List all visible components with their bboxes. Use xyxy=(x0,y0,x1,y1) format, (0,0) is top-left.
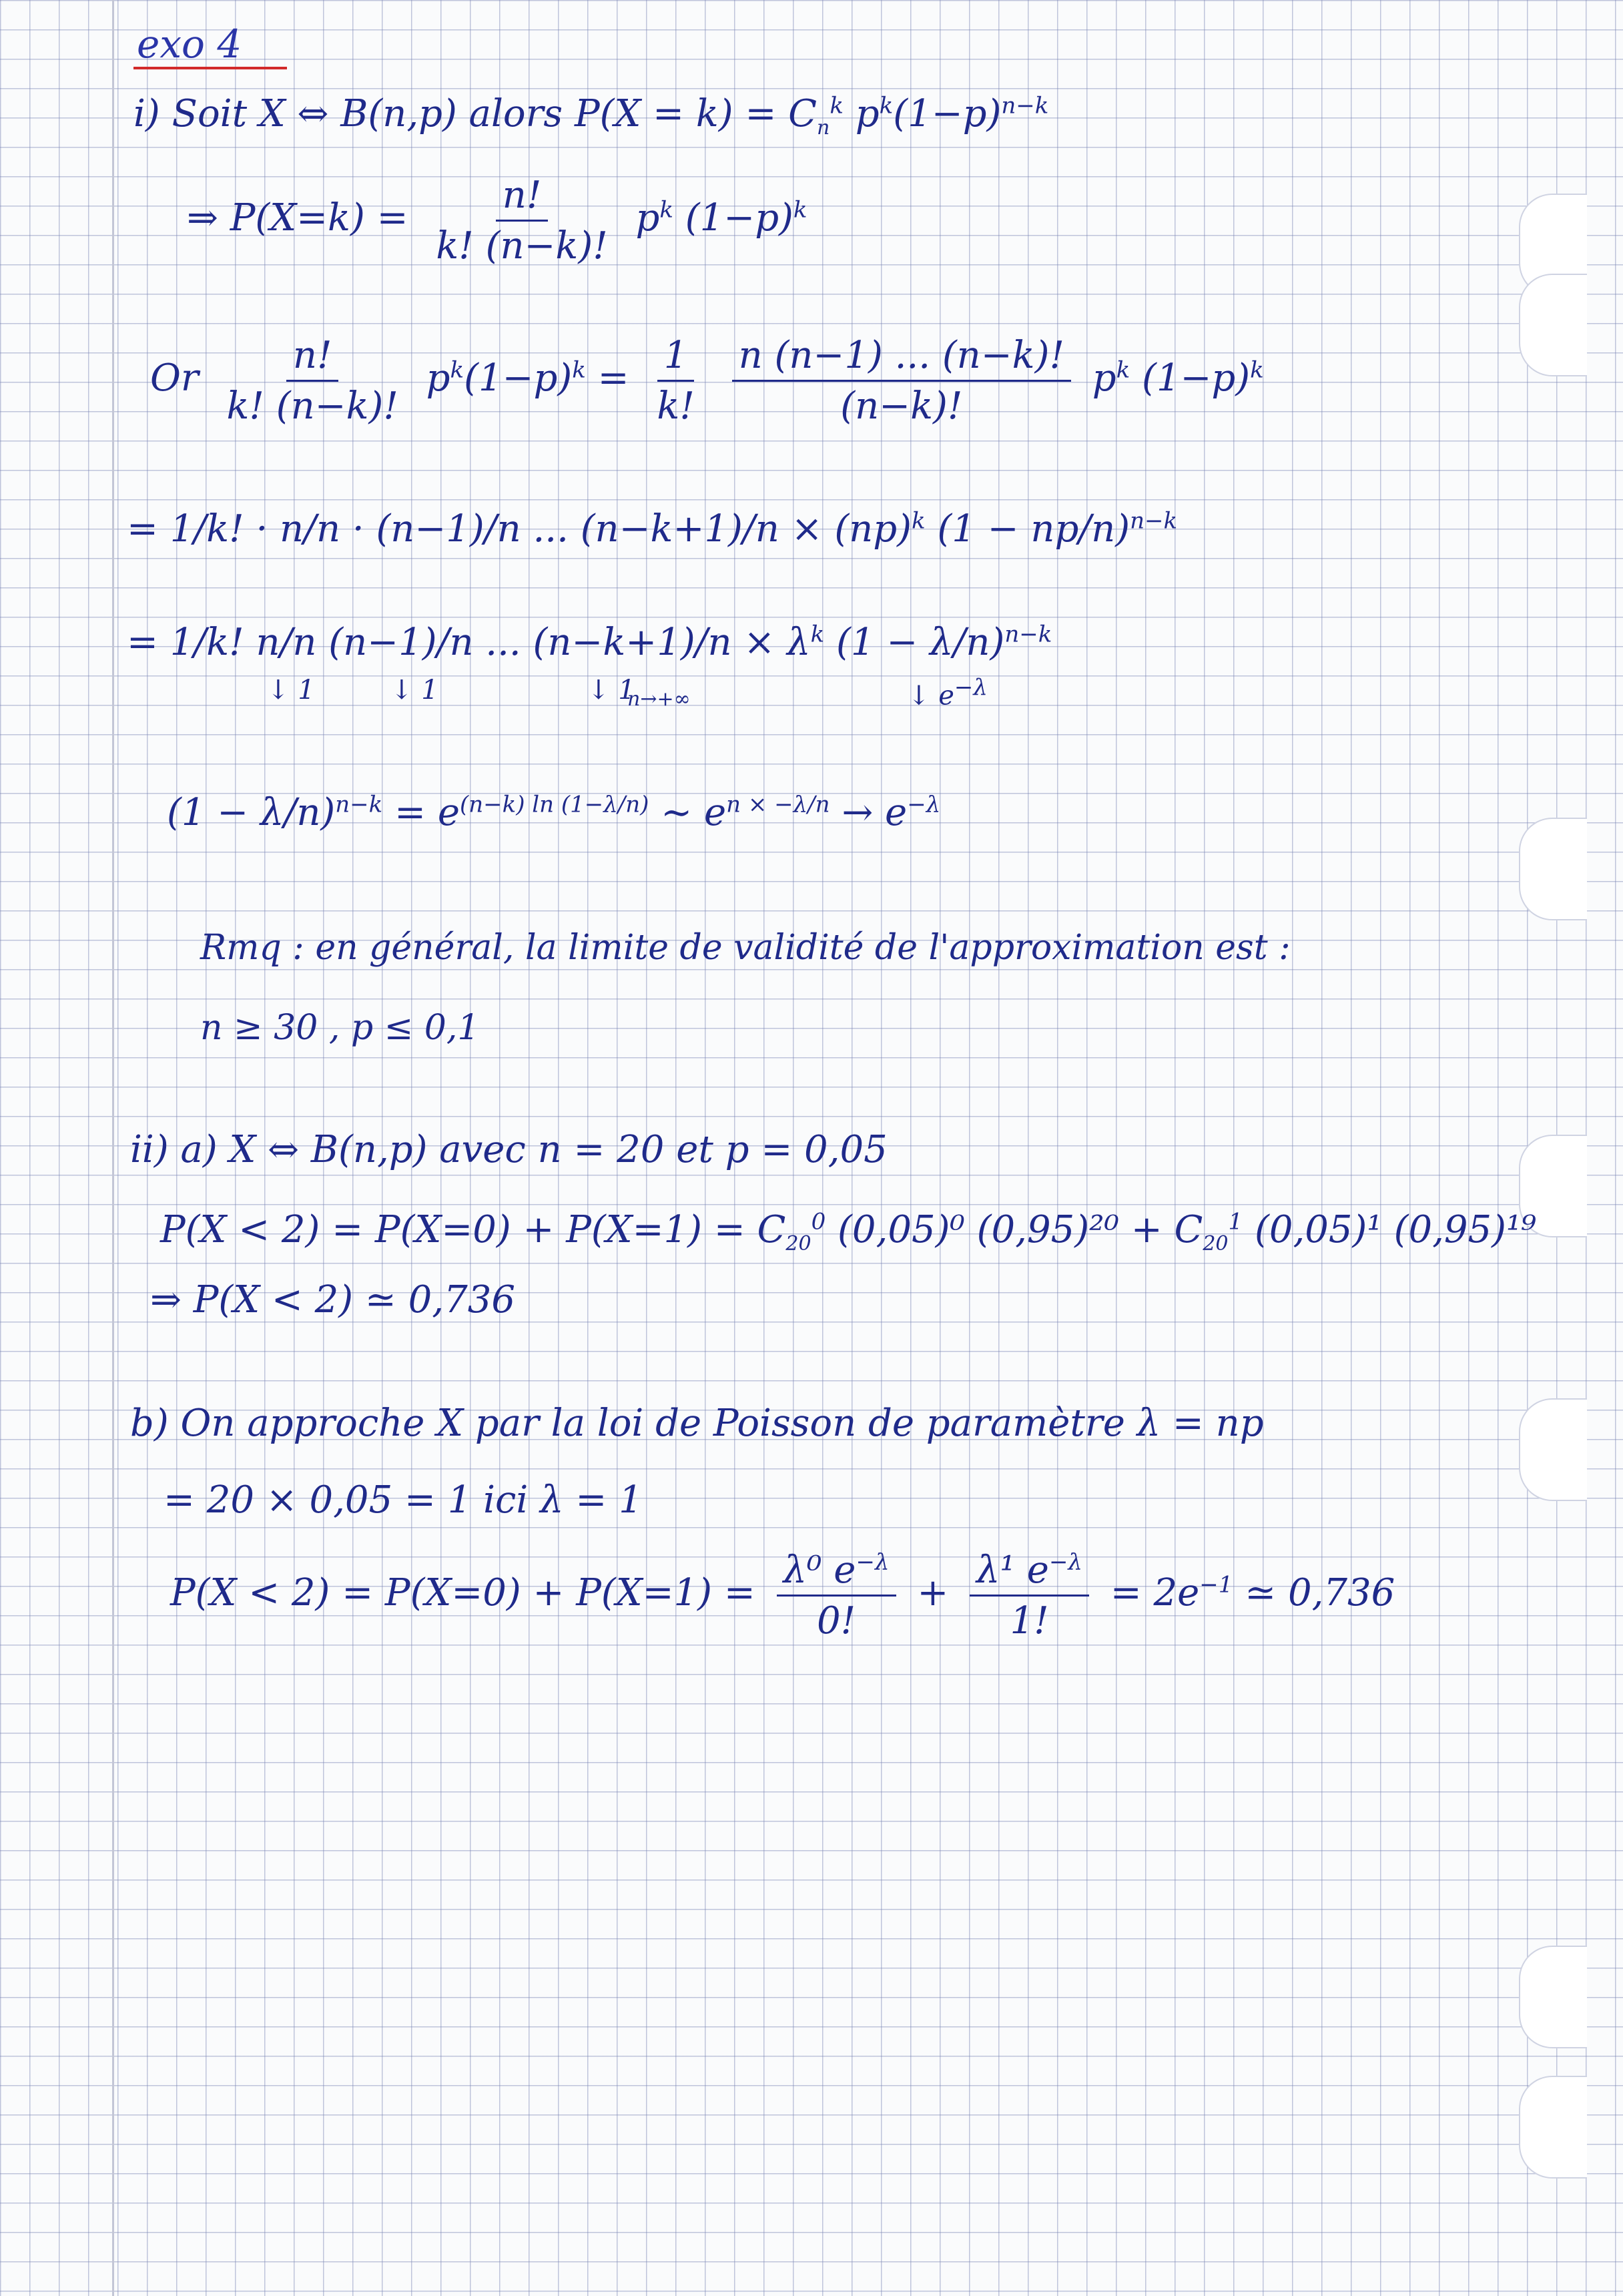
limit-arrow: ↓ 1 xyxy=(390,675,438,705)
exercise-title: exo 4 xyxy=(137,21,242,67)
punch-hole xyxy=(1519,818,1587,920)
punch-hole xyxy=(1519,1946,1587,2048)
punch-hole xyxy=(1519,274,1587,376)
limit-arrow: ↓ 1 xyxy=(267,675,315,705)
binomial-formula-line: ⇒ P(X=k) = $\frac{n!}{k! (n-k)!}$ $p^k$ $(1-p)^k$ xyxy=(187,174,807,268)
lambda-line: = 1/k! n/n (n−1)/n ... $(n-k+1)/n \times \lambda^k$ $(1 - \lambda/n)^{n-k}$ xyxy=(127,621,1052,664)
title-underline xyxy=(133,67,287,69)
punch-hole xyxy=(1519,2076,1587,2179)
product-line: = 1/k! · n/n · (n−1)/n ... (n−k+1)/n × (np)$^k$ $(1 - np/n)^{n-k}$ xyxy=(127,507,1178,551)
binomial-definition: i) Soit X ⇔ B(n,p) alors $P(X = k) = C_n^k$ $p^k(1-p)^{n-k}$ xyxy=(133,92,1049,140)
binomial-probability: $P(X < 2) = P(X=0) + P(X=1) = C_{20}^0$ (0,05)⁰ $(0,95)^{20} + C_{20}^1$ (0,05)¹ (0,95)¹⁹ xyxy=(160,1208,1536,1256)
limit-note: n→+∞ xyxy=(627,687,691,711)
part-ii-a-heading: ii) a) X ⇔ B(n,p) avec n = 20 et p = 0,05 xyxy=(130,1128,888,1171)
poisson-probability: P(X < 2) = P(X=0) + P(X=1) = $\frac{\lambda^0 e^{-\lambda}}{0!}$ + $\frac{\lambda^1 e^{-\lambda}}{1!}$ = $2e^{-1}$ ≃ 0,736 xyxy=(170,1548,1395,1643)
binomial-result: ⇒ P(X < 2) ≃ 0,736 xyxy=(150,1278,515,1322)
lambda-value: = 20 × 0,05 = 1 ici λ = 1 xyxy=(164,1478,643,1522)
expansion-line: Or $\frac{n!}{k! (n-k)!}$ $p^k(1-p)^k$ = $\frac{1}{k!}$ $\frac{n (n-1) ... (n-k)!}{(n-k)!}$ $p^k$ $(1-p)^k$ xyxy=(150,334,1264,428)
punch-hole xyxy=(1519,1398,1587,1501)
part-ii-b-heading: b) On approche X par la loi de Poisson de paramètre λ = np xyxy=(130,1402,1264,1445)
margin-line xyxy=(112,0,114,2296)
exp-limit-line: $(1 - \lambda/n)^{n-k} = e^{(n-k) ln (1-\lambda/n)}$ ∼ $e^{n \times -\lambda/n} \to e^{-\lambda}$ xyxy=(167,791,941,834)
limit-arrow-exp: ↓ $e^{-\lambda}$ xyxy=(908,674,988,711)
remark: Rmq : en général, la limite de validité de l'approximation est : xyxy=(200,928,1291,968)
remark-condition: n ≥ 30 , p ≤ 0,1 xyxy=(200,1008,480,1048)
limit-arrow: ↓ 1 xyxy=(587,675,635,705)
